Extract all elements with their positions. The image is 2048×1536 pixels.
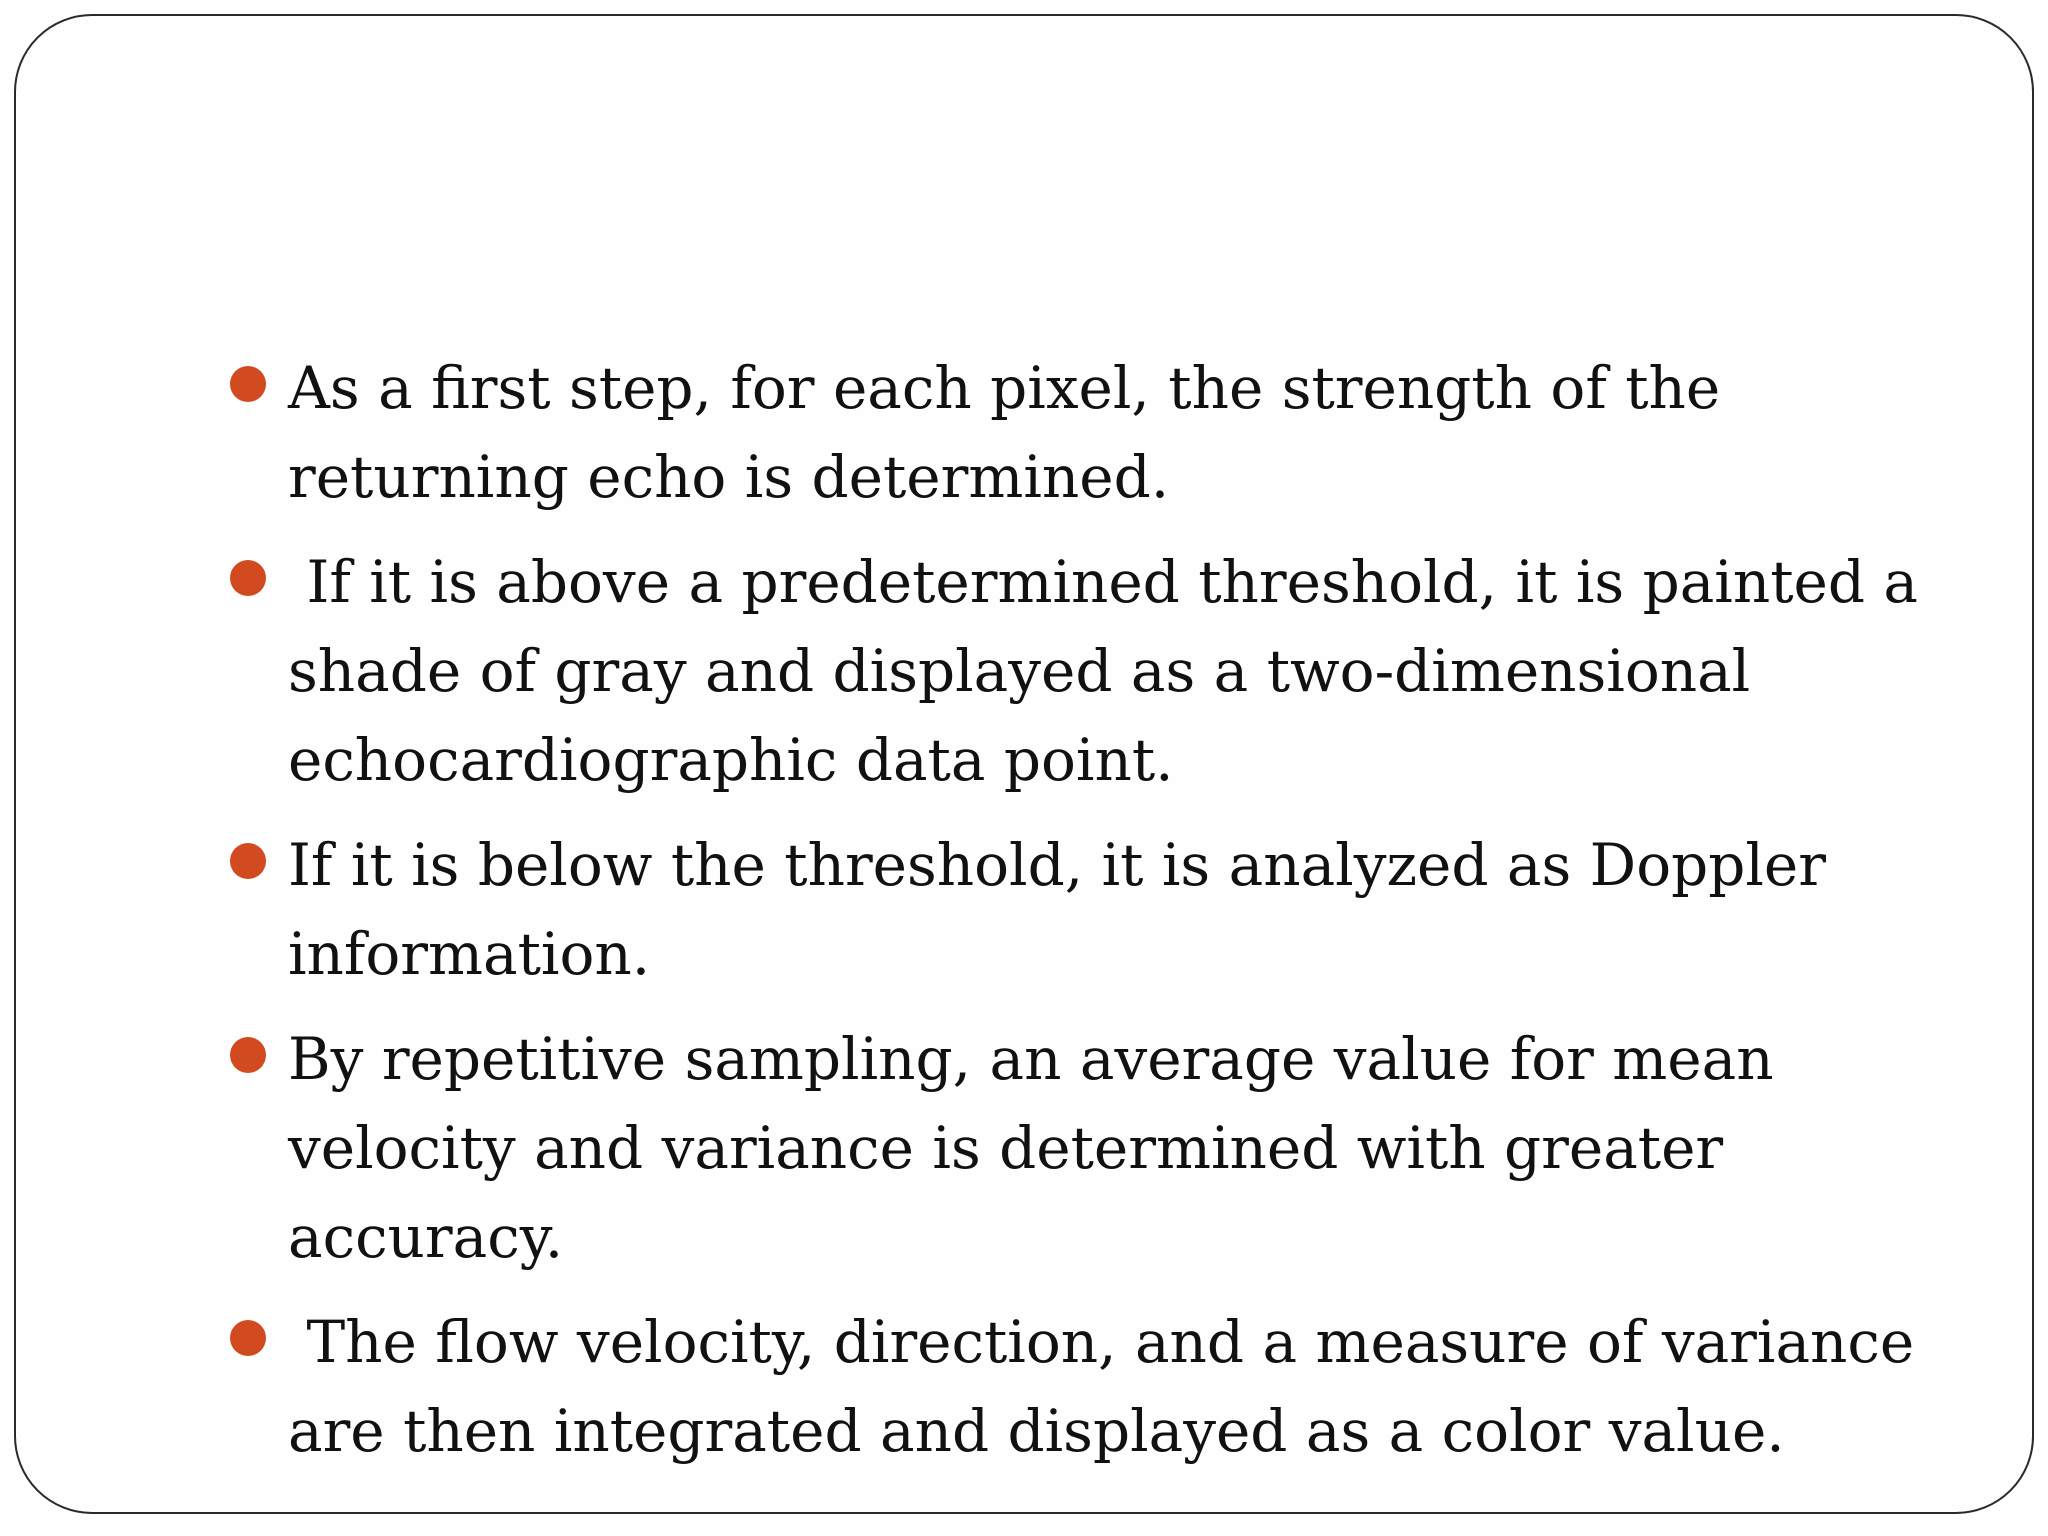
bullet-dot-icon (230, 1320, 266, 1356)
bullet-item (230, 1015, 1950, 1282)
bullet-dot-icon (230, 843, 266, 879)
bullet-item (230, 538, 1950, 805)
bullet-text: By repetitive sampling, an average value for mean velocity and variance is determined with greater accuracy. (288, 1025, 1792, 1271)
bullet-dot-icon (230, 560, 266, 596)
bullet-text: If it is below the threshold, it is analyzed as Doppler information. (288, 831, 1845, 988)
bullet-item (230, 344, 1950, 522)
bullet-item (230, 821, 1950, 999)
bullet-dot-icon (230, 366, 266, 402)
bullet-text: If it is above a predetermined threshold, it is painted a shade of gray and displayed as a two-dimensional echocardiographic data point. (288, 548, 1937, 794)
bullet-text: The flow velocity, direction, and a measure of variance are then integrated and displayed as a color value. (288, 1308, 1933, 1465)
bullet-list (230, 344, 1950, 1476)
bullet-text: As a first step, for each pixel, the strength of the returning echo is determined. (288, 354, 1739, 511)
bullet-item (230, 1298, 1950, 1476)
bullet-dot-icon (230, 1037, 266, 1073)
